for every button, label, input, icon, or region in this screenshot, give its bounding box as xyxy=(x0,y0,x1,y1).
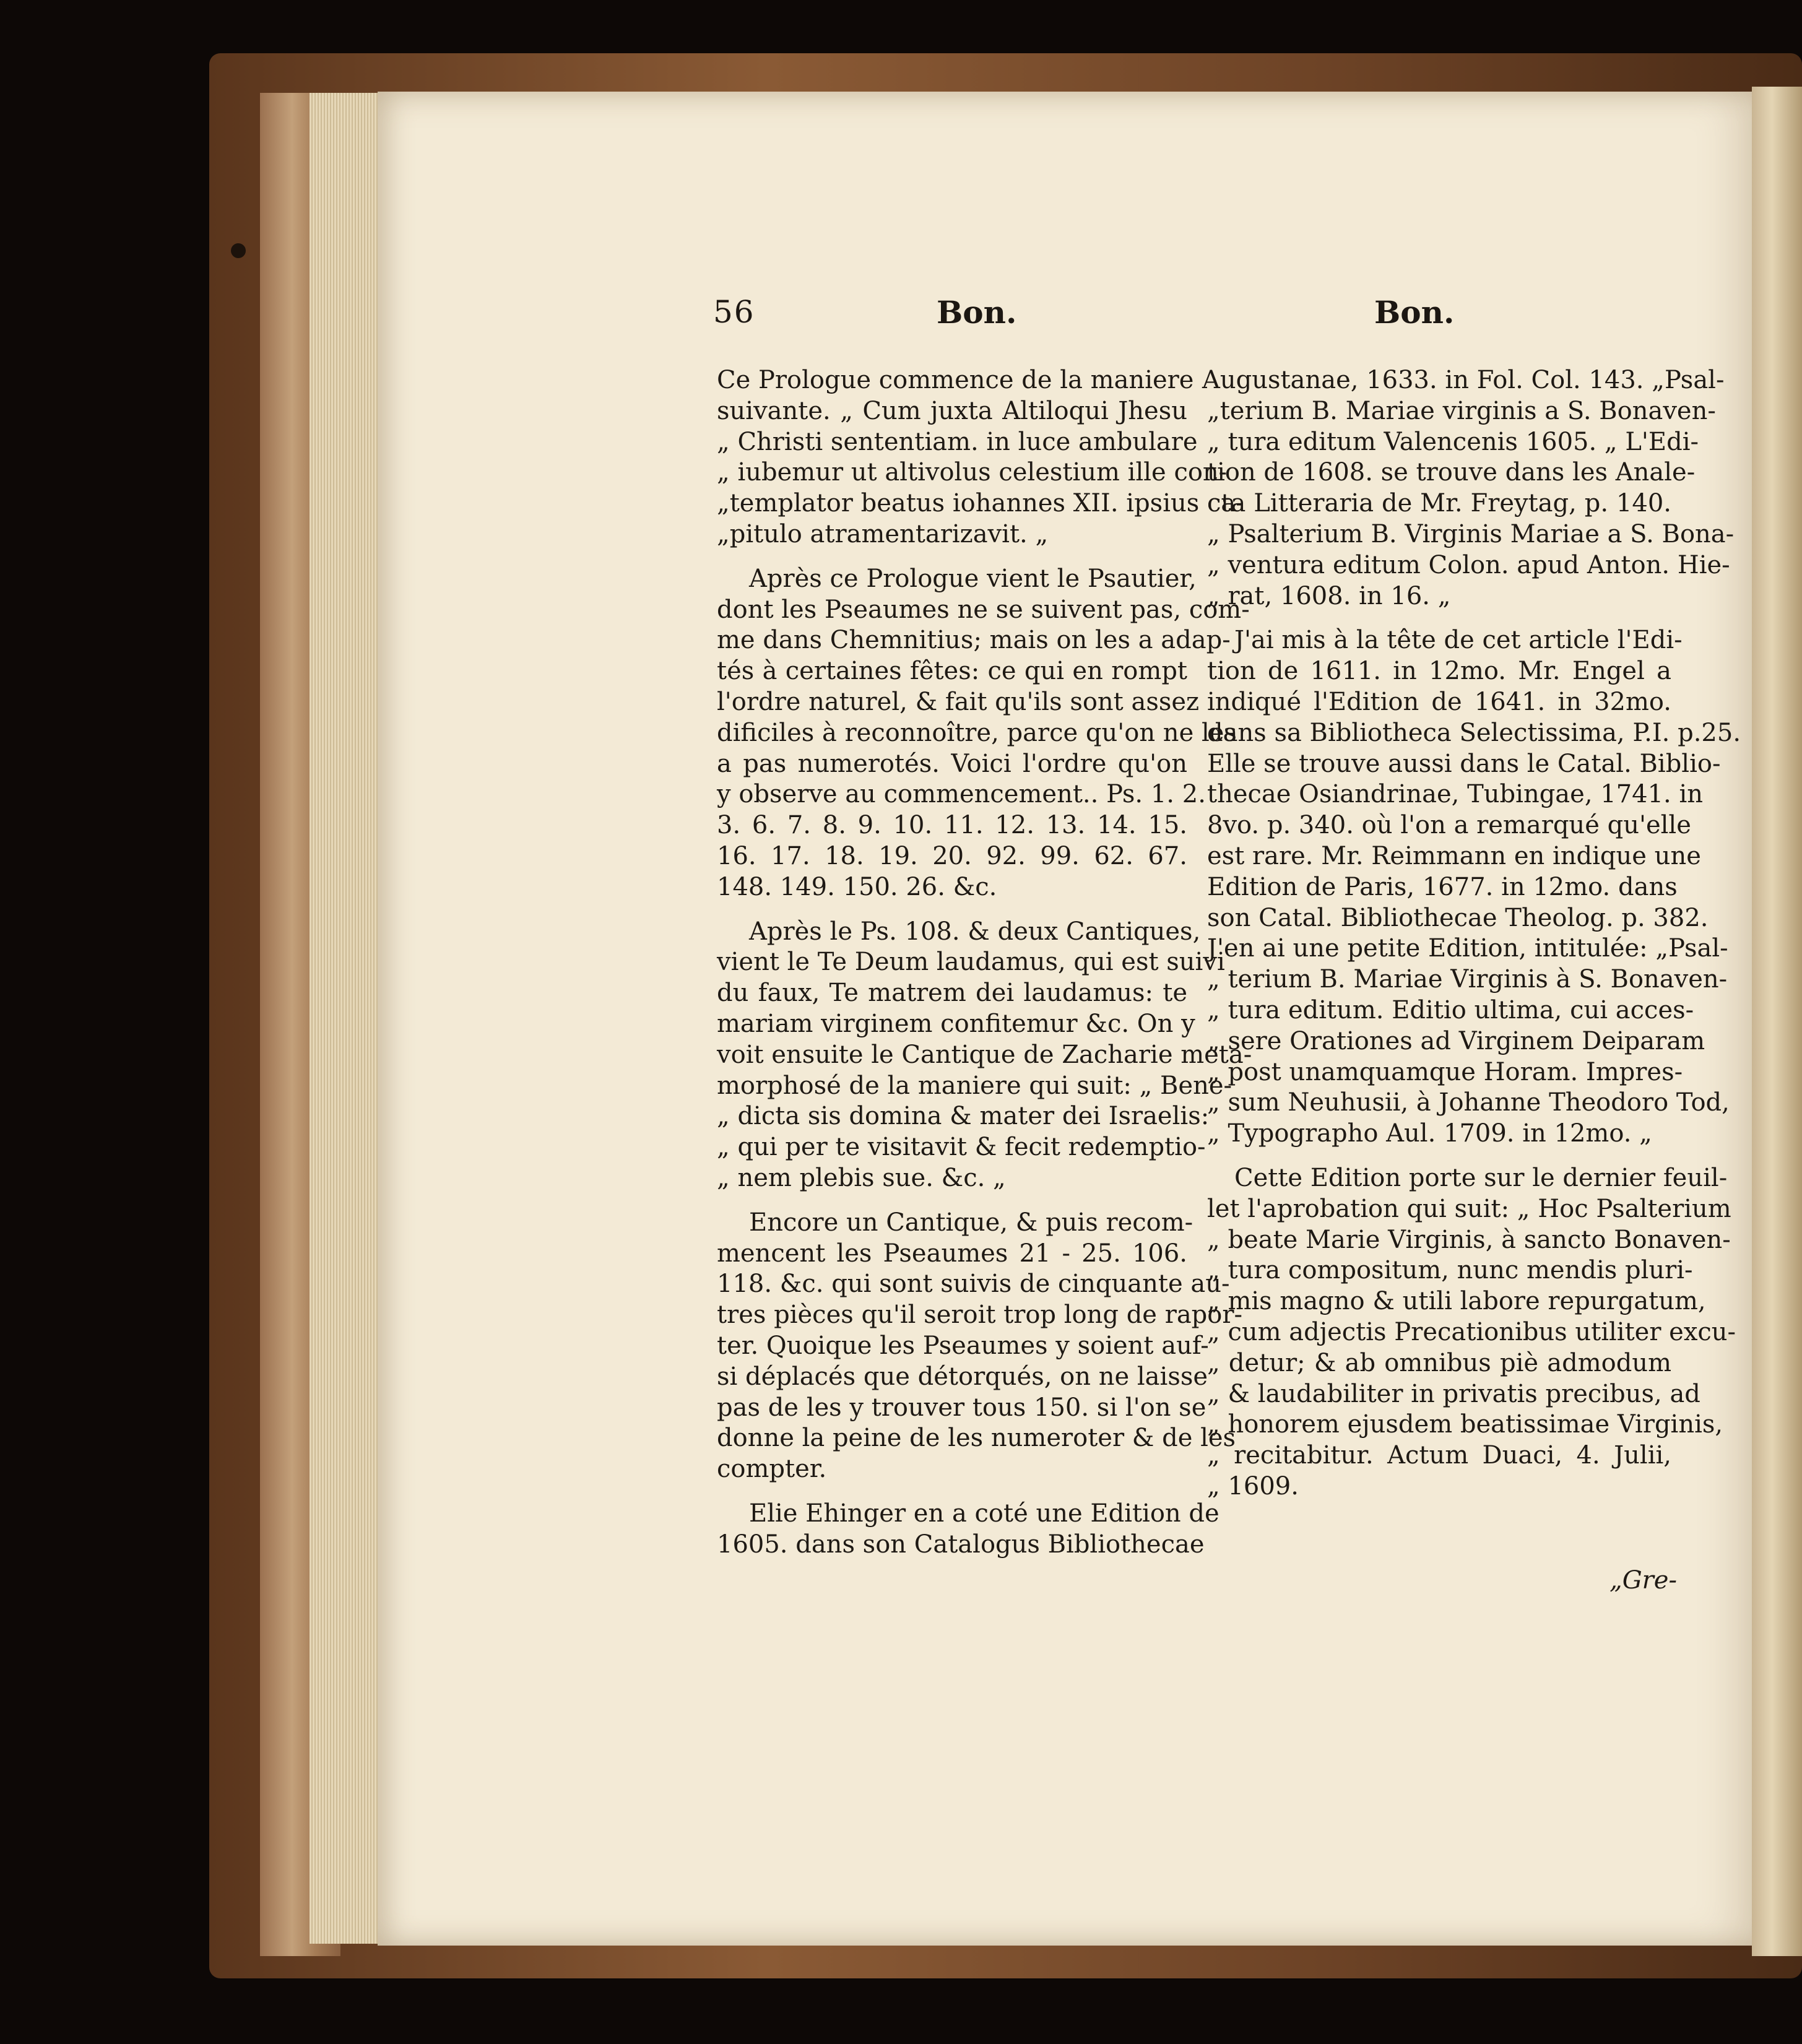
text-line: „ tura editum. Editio ultima, cui acces- xyxy=(1207,995,1694,1024)
text-line: me dans Chemnitius; mais on les a adap- xyxy=(717,626,1231,655)
text-line: „ mis magno & utili labore repurgatum, xyxy=(1207,1287,1706,1316)
text-line: morphosé de la maniere qui suit: „ Bene- xyxy=(717,1071,1232,1100)
text-line: „ & laudabiliter in privatis precibus, ad xyxy=(1207,1379,1700,1408)
text-line: „ post unamquamque Horam. Impres- xyxy=(1207,1057,1683,1086)
paragraph xyxy=(1207,625,1741,1150)
text-line: 1605. dans son Catalogus Bibliothecae xyxy=(717,1530,1205,1559)
text-line: „ recitabitur. Actum Duaci, 4. Julii, xyxy=(1207,1441,1671,1470)
page-stack-right xyxy=(1752,87,1802,1956)
text-line: mencent les Pseaumes 21 - 25. 106. xyxy=(717,1239,1187,1268)
text-line: „ rat, 1608. in 16. „ xyxy=(1207,581,1451,610)
text-line: si déplacés que détorqués, on ne laisse xyxy=(717,1362,1208,1391)
text-line: „ cum adjectis Precationibus utiliter excu- xyxy=(1207,1317,1736,1346)
text-line: Encore un Cantique, & puis recom- xyxy=(749,1208,1193,1237)
text-line: y observe au commencement.. Ps. 1. 2. xyxy=(717,780,1206,809)
text-line: vient le Te Deum laudamus, qui est suivi xyxy=(717,948,1225,977)
text-line: cta Litteraria de Mr. Freytag, p. 140. xyxy=(1207,489,1671,518)
text-line: voit ensuite le Cantique de Zacharie meta- xyxy=(717,1040,1252,1069)
text-line: „templator beatus iohannes XII. ipsius ca- xyxy=(717,489,1244,518)
text-line: tés à certaines fêtes: ce qui en rompt xyxy=(717,657,1187,686)
page-stack-left xyxy=(310,93,384,1944)
text-line: est rare. Mr. Reimmann en indique une xyxy=(1207,841,1701,870)
text-line: Elie Ehinger en a coté une Edition de xyxy=(749,1499,1219,1528)
text-line: l'ordre naturel, & fait qu'ils sont assez xyxy=(717,687,1200,716)
text-line: Après ce Prologue vient le Psautier, xyxy=(749,564,1197,593)
text-line: compter. xyxy=(717,1455,827,1484)
text-line: „ Typographo Aul. 1709. in 12mo. „ xyxy=(1207,1119,1652,1148)
text-line: „ honorem ejusdem beatissimae Virginis, xyxy=(1207,1410,1723,1439)
text-line: dont les Pseaumes ne se suivent pas, com- xyxy=(717,595,1250,624)
paragraph xyxy=(717,365,1244,550)
text-line: pas de les y trouver tous 150. si l'on se xyxy=(717,1393,1206,1422)
text-line: du faux, Te matrem dei laudamus: te xyxy=(717,979,1187,1008)
text-line: let l'aprobation qui suit: „ Hoc Psalterium xyxy=(1207,1194,1731,1223)
text-line: son Catal. Bibliothecae Theolog. p. 382. xyxy=(1207,903,1709,932)
text-line: „ Psalterium B. Virginis Mariae a S. Bona- xyxy=(1207,519,1735,548)
text-line: „ 1609. xyxy=(1207,1471,1299,1501)
text-line: „ terium B. Mariae Virginis à S. Bonaven- xyxy=(1207,965,1728,994)
text-line: „ beate Marie Virginis, à sancto Bonaven- xyxy=(1207,1225,1731,1254)
text-line: Edition de Paris, 1677. in 12mo. dans xyxy=(1207,872,1678,901)
text-line: indiqué l'Edition de 1641. in 32mo. xyxy=(1207,687,1671,716)
running-head-right: Bon. xyxy=(1374,294,1455,331)
text-line: 118. &c. qui sont suivis de cinquante au- xyxy=(717,1270,1230,1299)
paragraph xyxy=(717,1499,1219,1561)
text-line: Cette Edition porte sur le dernier feuil- xyxy=(1234,1163,1728,1192)
text-line: Elle se trouve aussi dans le Catal. Biblio- xyxy=(1207,749,1721,778)
left-column xyxy=(717,365,1252,1616)
text-line: thecae Osiandrinae, Tubingae, 1741. in xyxy=(1207,780,1704,809)
text-line: donne la peine de les numeroter & de les xyxy=(717,1424,1236,1453)
right-column xyxy=(1202,365,1741,1616)
text-line: „ tura compositum, nunc mendis pluri- xyxy=(1207,1256,1693,1285)
paragraph xyxy=(1202,365,1735,612)
text-line: dificiles à reconnoître, parce qu'on ne les xyxy=(717,718,1237,747)
text-line: „ qui per te visitavit & fecit redemptio- xyxy=(717,1133,1206,1162)
paragraph xyxy=(717,1208,1242,1485)
text-line: ter. Quoique les Pseaumes y soient auf- xyxy=(717,1331,1209,1360)
text-line: 3. 6. 7. 8. 9. 10. 11. 12. 13. 14. 15. xyxy=(717,811,1187,840)
text-line: Après le Ps. 108. & deux Cantiques, xyxy=(749,917,1201,946)
text-line: „ dicta sis domina & mater dei Israelis: xyxy=(717,1102,1210,1131)
text-line: „ detur; & ab omnibus piè admodum xyxy=(1207,1348,1671,1377)
running-head-left: Bon. xyxy=(937,294,1017,331)
text-line: 16. 17. 18. 19. 20. 92. 99. 62. 67. xyxy=(717,841,1187,870)
text-line: 148. 149. 150. 26. &c. xyxy=(717,872,997,901)
text-line: J'en ai une petite Edition, intitulée: „Psal- xyxy=(1207,934,1728,963)
text-line: mariam virginem confitemur &c. On y xyxy=(717,1009,1195,1038)
text-line: tion de 1608. se trouve dans les Anale- xyxy=(1207,458,1696,487)
paragraph xyxy=(1207,1163,1736,1502)
text-line: 8vo. p. 340. où l'on a remarqué qu'elle xyxy=(1207,811,1691,840)
text-line: „ nem plebis sue. &c. „ xyxy=(717,1163,1006,1192)
text-line: „ Christi sententiam. in luce ambulare xyxy=(717,427,1198,456)
text-line: „ sere Orationes ad Virginem Deiparam xyxy=(1207,1026,1705,1055)
text-line: „ tura editum Valencenis 1605. „ L'Edi- xyxy=(1207,427,1699,456)
text-line: „ sum Neuhusii, à Johanne Theodoro Tod, xyxy=(1207,1088,1730,1117)
text-line: tres pièces qu'il seroit trop long de rapor- xyxy=(717,1301,1242,1330)
paragraph xyxy=(717,917,1252,1194)
binding-hole xyxy=(231,243,246,258)
page-number: 56 xyxy=(713,294,755,330)
text-line: Augustanae, 1633. in Fol. Col. 143. „Psal- xyxy=(1202,366,1725,394)
paragraph xyxy=(717,564,1250,903)
text-line: „ iubemur ut altivolus celestium ille con- xyxy=(717,458,1228,487)
text-line: suivante. „ Cum juxta Altiloqui Jhesu xyxy=(717,396,1187,425)
text-line: J'ai mis à la tête de cet article l'Edi- xyxy=(1234,626,1683,655)
text-line: Ce Prologue commence de la maniere xyxy=(717,366,1194,394)
text-line: „ ventura editum Colon. apud Anton. Hie- xyxy=(1207,550,1730,579)
text-line: tion de 1611. in 12mo. Mr. Engel a xyxy=(1207,657,1671,686)
text-line: dans sa Bibliotheca Selectissima, P.I. p.25. xyxy=(1207,718,1741,747)
text-line: a pas numerotés. Voici l'ordre qu'on xyxy=(717,749,1187,778)
text-line: „terium B. Mariae virginis a S. Bonaven- xyxy=(1207,396,1716,425)
catchword: „Gre- xyxy=(1609,1566,1677,1595)
text-line: „pitulo atramentarizavit. „ xyxy=(717,519,1049,548)
